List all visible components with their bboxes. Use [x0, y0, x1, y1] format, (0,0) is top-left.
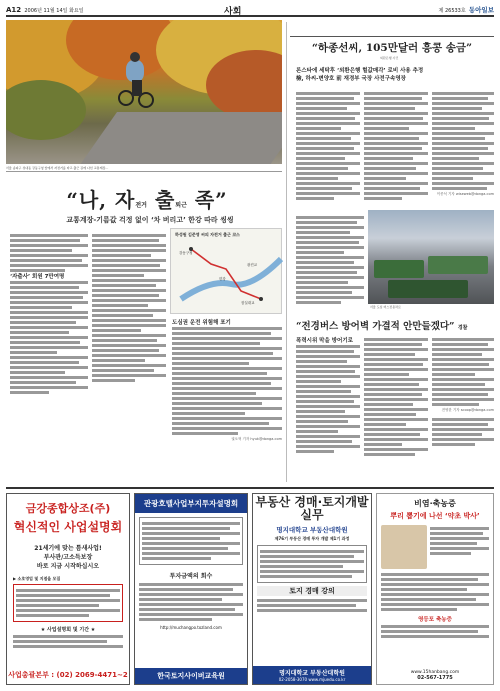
ad3-title: 부동산 경매·토지개발 실무 — [255, 495, 369, 522]
ad2-bottom: 한국토지사이버교육원 — [135, 668, 247, 684]
right-mid-byline: 전영한 기자 scoop@donga.com — [441, 408, 494, 412]
right-top-col-3 — [432, 90, 494, 196]
ad1-info-head: ▶ 소호영업 및 지점을 모집 — [13, 576, 61, 581]
ad4-photo — [381, 525, 427, 569]
right-top-subhead-1: 론스타에 세탁후 ‘외환은행 헐값매각’ 로비 사용 추정 — [296, 68, 424, 74]
map-label-2: 한강 — [219, 277, 226, 281]
ad3-bottom: 명지대학교 부동산대학원 — [279, 670, 345, 677]
ad1-title1: 금강종합상조(주) — [25, 502, 111, 515]
page-number: A12 2006년 11월 14일 화요일 — [6, 6, 84, 14]
ad3-bottom-head: 토지 경매 강의 — [257, 586, 367, 596]
ad-funeral-company[interactable] — [6, 493, 130, 685]
ad2-title: 관광호텔사업부지투자설명회 — [135, 494, 247, 513]
ad2-url[interactable]: http://muchangpo.tozland.com — [160, 625, 222, 630]
ad4-url[interactable]: www.15hanbang.com — [410, 670, 460, 675]
ad1-phone: 사업총괄본부 : (02) 2069-4471~2 — [8, 671, 128, 679]
ad1-line2: 부사관/고소득보장 — [43, 554, 93, 561]
section-head-2: 도심권 운전 위험해 포기 — [172, 320, 231, 326]
map-label-1: 강동구청 — [179, 251, 193, 255]
ad4-phone[interactable]: 02-567-1775 — [417, 675, 453, 681]
ad1-line1: 21세기에 맞는 틈새사업! — [34, 545, 102, 552]
map-label-4: 광진교 — [247, 263, 258, 267]
main-byline: 권오혁 기자 hyuk@donga.com — [231, 437, 282, 442]
right-top-headline: “하종선씨, 105만달러 흥콩 송금” — [311, 42, 473, 54]
route-map — [170, 228, 282, 314]
ad1-bottom-head: ★ 사업설명회 및 기간 ★ — [40, 627, 96, 633]
ad1-line3: 바로 지금 시작하십시오 — [36, 563, 100, 570]
section-title: 사회 — [224, 7, 242, 17]
ad4-title2: 뿌리 뽑기에 나선 ‘약초 박사’ — [390, 512, 480, 520]
right-mid-col-1 — [296, 336, 360, 455]
ad3-term: 제76기 부동산 경매 투자 개발 제1기 과정 — [274, 536, 350, 541]
ad-real-estate-course[interactable] — [252, 493, 372, 685]
ad4-section: 영등포 축농증 — [418, 617, 452, 623]
edition-info: 제 26533호 동아일보 — [438, 6, 494, 14]
page-header — [6, 3, 494, 17]
right-mid-col-2 — [364, 336, 428, 458]
right-mid-headline: “전경버스 방어벽 가결적 안만들겠다” 경찰 — [296, 321, 468, 332]
right-top-col-1 — [296, 90, 360, 202]
right-mid-col-3 — [432, 336, 494, 448]
newspaper-logo: 동아일보 — [468, 6, 494, 14]
ad-rhinitis-clinic[interactable] — [376, 493, 494, 685]
ad3-sub: 명지대학교 부동산대학원 — [276, 526, 348, 534]
right-top-byline: 이종석 기자 wiseweb@donga.com — [436, 192, 494, 196]
bus-photo — [368, 210, 494, 304]
photo-caption: 서울 송파구 성내동 강동구청 앞에서 자전거를 타고 출근 길에 나선 교통계장… — [6, 166, 282, 172]
section-head-1: ‘자출사’ 회원 7만여명 — [10, 274, 65, 280]
right-mid-section-head: 폭력시위 막을 방어기로 — [296, 338, 353, 344]
right-top-col-2 — [364, 90, 428, 202]
ad3-url[interactable]: www.mjuedu.co.kr — [308, 677, 346, 682]
main-headline: “나, 자전거 출퇴근 족” — [66, 188, 228, 212]
main-story-col-2 — [92, 232, 166, 384]
right-mid-col-lead — [296, 214, 364, 306]
ad4-title1: 비염·축농증 — [414, 499, 456, 508]
map-title: 하성원 김준영 씨의 자전거 출근 코스 — [175, 232, 240, 237]
right-mid-tag: 경찰 — [457, 325, 468, 331]
ad1-title2: 혁신적인 사업설명회 — [13, 520, 123, 534]
main-story-col-1 — [10, 232, 88, 396]
right-top-subhead-2: 檢, 하씨-변양호 前 재경부 국장 사전구속영장 — [296, 76, 406, 82]
main-photo — [6, 20, 282, 164]
bus-photo-caption: 서울 도심 버스전용차로 — [370, 305, 401, 309]
main-story-col-3 — [172, 318, 282, 442]
ad2-sub: 투자금액의 회수 — [169, 573, 213, 580]
map-graphic — [171, 229, 283, 315]
main-subheadline: 교통계장-기름값 걱정 없이 ‘차 버리고’ 한강 따라 씽씽 — [66, 216, 234, 224]
column-divider — [286, 22, 287, 482]
ad3-phone[interactable]: 02-2058-3070 — [278, 677, 308, 682]
ad-hotel-investment[interactable] — [134, 493, 248, 685]
right-top-source: 외환은행 사건 — [380, 56, 399, 60]
map-label-3: 잠실대교 — [241, 301, 255, 305]
advertisement-section — [6, 487, 494, 687]
ad3-footer — [253, 666, 371, 684]
right-top-rule — [290, 36, 494, 37]
right-top-subheads — [296, 67, 423, 83]
